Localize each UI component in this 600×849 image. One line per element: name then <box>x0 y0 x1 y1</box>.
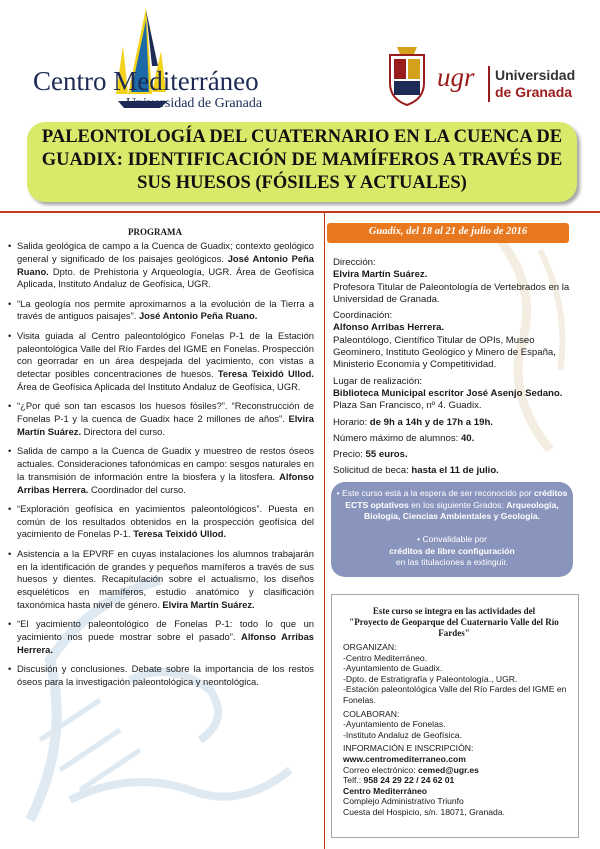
program-item <box>8 618 314 656</box>
program-item <box>8 330 314 394</box>
program-list <box>8 240 314 695</box>
program-item-text: “El yacimiento paleontológico de Fonelas P-1: todo lo que un yacimiento nos puede mostrar sobre el pasado”. <box>17 618 314 643</box>
program-item-speaker: José Antonio Peña Ruano. <box>138 310 258 322</box>
program-item-speaker: Teresa Teixidó Ullod. <box>133 528 227 540</box>
program-item-text: “¿Por qué son tan escasos los huesos fósiles?”. “Reconstrucción de Fonelas P-1 y la cuenca de Guadix hace 2 millones de años”. <box>17 400 314 425</box>
contact-label: INFORMACIÓN E INSCRIPCIÓN: <box>343 743 474 754</box>
program-item-speaker: José Antonio Peña Ruano. <box>17 252 314 277</box>
price-label: Precio: <box>333 449 366 461</box>
collaborator-item: -Instituto Andaluz de Geofísica. <box>343 729 462 740</box>
grant-line <box>333 465 571 477</box>
program-item <box>8 503 314 541</box>
course-title: PALEONTOLOGÍA DEL CUATERNARIO EN LA CUENCA DE GUADIX: IDENTIFICACIÓN DE MAMÍFEROS A TRAVÉS DE SUS HUESOS (FÓSILES Y ACTUALES) <box>41 127 563 193</box>
program-item <box>8 548 314 612</box>
address-line1: Complejo Administrativo Triunfo <box>343 796 464 807</box>
project-heading-line1: Este curso se integra en las actividades del <box>372 606 536 616</box>
organizer-item: -Dpto. de Estratigrafía y Paleontología., UGR. <box>343 673 518 684</box>
direction-label: Dirección: <box>333 257 376 268</box>
venue-block <box>333 376 571 413</box>
program-item <box>8 445 314 496</box>
contact-block <box>343 743 573 817</box>
program-item-speaker: Elvira Martín Suárez. <box>162 598 255 610</box>
column-divider <box>324 213 325 849</box>
program-item-text: Asistencia a la EPVRF en cuyas instalaciones los alumnos trabajarán en la identificación de grandes y pequeños mamíferos a través de sus huesos y dientes. Recapitulación sobre el actualismo, los diseños esqueléticos en mamíferos, estudio anatómico y clasificación taxonómica hasta nivel de género. <box>17 547 314 610</box>
credits-line4: en las titulaciones a extinguir. <box>395 557 509 567</box>
collaborator-item: -Ayuntamiento de Fonelas. <box>343 719 446 730</box>
credits-line2: en los siguiente Grados: <box>408 499 507 510</box>
collaborators-block <box>343 709 573 741</box>
program-item <box>8 298 314 324</box>
project-heading <box>336 606 572 639</box>
venue-name: Biblioteca Municipal escritor José Asenjo Sedano. <box>333 387 563 399</box>
ugr-wordmark: ugr <box>437 62 475 92</box>
ugr-crest-icon <box>382 45 432 107</box>
program-item-text: Discusión y conclusiones. Debate sobre la importancia de los restos óseos para la investigación paleontológica y neontológica. <box>17 663 314 687</box>
program-heading: PROGRAMA <box>128 227 182 237</box>
header-rule <box>0 211 600 213</box>
phone-number: 958 24 29 22 / 24 62 01 <box>363 775 455 786</box>
course-info <box>333 257 571 482</box>
university-line2: de Granada <box>495 84 573 100</box>
venue-address: Plaza San Francisco, nº 4. Guadix. <box>333 400 482 412</box>
program-item-text: Visita guiada al Centro paleontológico Fonelas P-1 de la Estación paleontológica Valle del Río Fardes del IGME en Fonelas. Prospección con georradar en un área despejada del yacimiento, con vistas a detectar posibles concentraciones de huesos. <box>17 329 314 380</box>
project-body <box>343 642 573 821</box>
coordination-name: Alfonso Arribas Herrera. <box>333 322 445 334</box>
credits-free: créditos de libre configuración <box>389 545 515 556</box>
ugr-divider <box>488 66 490 102</box>
program-item-speaker: Teresa Teixidó Ullod. <box>217 368 314 380</box>
address-line2: Cuesta del Hospicio, s/n. 18071, Granada. <box>343 806 505 817</box>
center-name: Centro Mediterráneo <box>33 66 259 96</box>
coordination-block <box>333 310 571 371</box>
organizer-item: -Estación paleontológica Valle del Río Fardes del IGME en Fonelas. <box>343 684 567 705</box>
price-line <box>333 449 571 461</box>
date-text: Guadix, del 18 al 21 de julio de 2016 <box>368 226 528 237</box>
collaborators-label: COLABORAN: <box>343 708 400 719</box>
coordination-desc: Paleontólogo, Científico Titular de OPIs, Museo Geominero, Instituto Geológico y Minero de España, Ministerio Economía y Competitividad. <box>333 334 556 371</box>
program-item-text: Salida geológica de campo a la Cuenca de Guadix; contexto geológico general y significado de los paisajes geológicos. <box>17 240 314 264</box>
program-item-speaker: Alfonso Arribas Herrera. <box>17 470 314 495</box>
program-item-affiliation: Directora del curso. <box>81 425 165 437</box>
phone-label: Telf.: <box>343 775 364 786</box>
website-link[interactable]: www.centromediterraneo.com <box>343 753 466 764</box>
price-value: 55 euros. <box>365 449 408 461</box>
direction-block <box>333 257 571 306</box>
university-line1: Universidad <box>495 67 576 83</box>
program-item-speaker: Alfonso Arribas Herrera. <box>17 631 314 655</box>
direction-desc: Profesora Titular de Paleontología de Vertebrados en la Universidad de Granada. <box>333 281 570 305</box>
university-name <box>495 67 575 101</box>
credits-line1: • Este curso está a la espera de ser reconocido por <box>336 488 534 498</box>
program-item-affiliation: Dpto. de Prehistoria y Arqueología, UGR. Área de Geofísica Aplicada, Instituto Andaluz de Geofísica, UGR. <box>17 265 314 290</box>
organizers-block <box>343 642 573 706</box>
grant-label: Solicitud de beca: <box>333 465 412 477</box>
program-item-affiliation: Coordinador del curso. <box>88 483 186 495</box>
email-link[interactable]: cemed@ugr.es <box>418 764 479 775</box>
project-heading-line2: "Proyecto de Geoparque del Cuaternario Valle del Río Fardes" <box>349 617 559 638</box>
schedule-label: Horario: <box>333 416 370 428</box>
coordination-label: Coordinación: <box>333 310 393 322</box>
venue-label: Lugar de realización: <box>333 375 423 387</box>
org-name: Centro Mediterráneo <box>343 785 428 796</box>
center-subtitle: Universidad de Granada <box>126 96 263 111</box>
organizer-item: -Ayuntamiento de Guadix. <box>343 663 443 674</box>
credits-line3: • Convalidable por <box>417 534 487 544</box>
direction-name: Elvira Martín Suárez. <box>333 269 428 281</box>
program-item-affiliation: Área de Geofísica Aplicada del Instituto Andaluz de Geofísica, UGR. <box>17 380 301 392</box>
credits-ects: créditos ECTS optativos <box>345 488 568 510</box>
schedule-line <box>333 417 571 429</box>
credits-text <box>335 488 569 569</box>
max-students-label: Número máximo de alumnos: <box>333 432 461 444</box>
program-item-text: “Exploración geofísica en yacimientos paleontológicos”. Puesta en común de los resultados obtenidos en la prospección geofísica del yacimiento de Fonelas P-1. <box>17 502 314 540</box>
organizers-label: ORGANIZAN: <box>343 642 397 652</box>
credits-degrees: Arqueología, Biología, Ciencias Ambientales y Geología. <box>364 499 559 521</box>
program-item-text: Salida de campo a la Cuenca de Guadix y muestreo de restos óseos actuales. Consideraciones tafonómicas en campo: sesgos naturales en la transmisión de información entre la biosfera y la litosfera. <box>17 445 314 482</box>
program-item <box>8 400 314 438</box>
program-item-text: “La geología nos permite aproximarnos a la evolución de la Tierra a través de antiguos paisajes”. <box>17 297 314 322</box>
program-item <box>8 240 314 291</box>
max-students-line <box>333 433 571 445</box>
program-item <box>8 663 314 689</box>
schedule-value: de 9h a 14h y de 17h a 19h. <box>369 416 493 428</box>
email-label: Correo electrónico: <box>343 764 418 775</box>
max-students-value: 40. <box>460 432 475 444</box>
program-item-speaker: Elvira Martín Suárez. <box>17 413 314 437</box>
grant-value: hasta el 11 de julio. <box>411 465 499 477</box>
organizer-item: -Centro Mediterráneo. <box>343 652 428 663</box>
